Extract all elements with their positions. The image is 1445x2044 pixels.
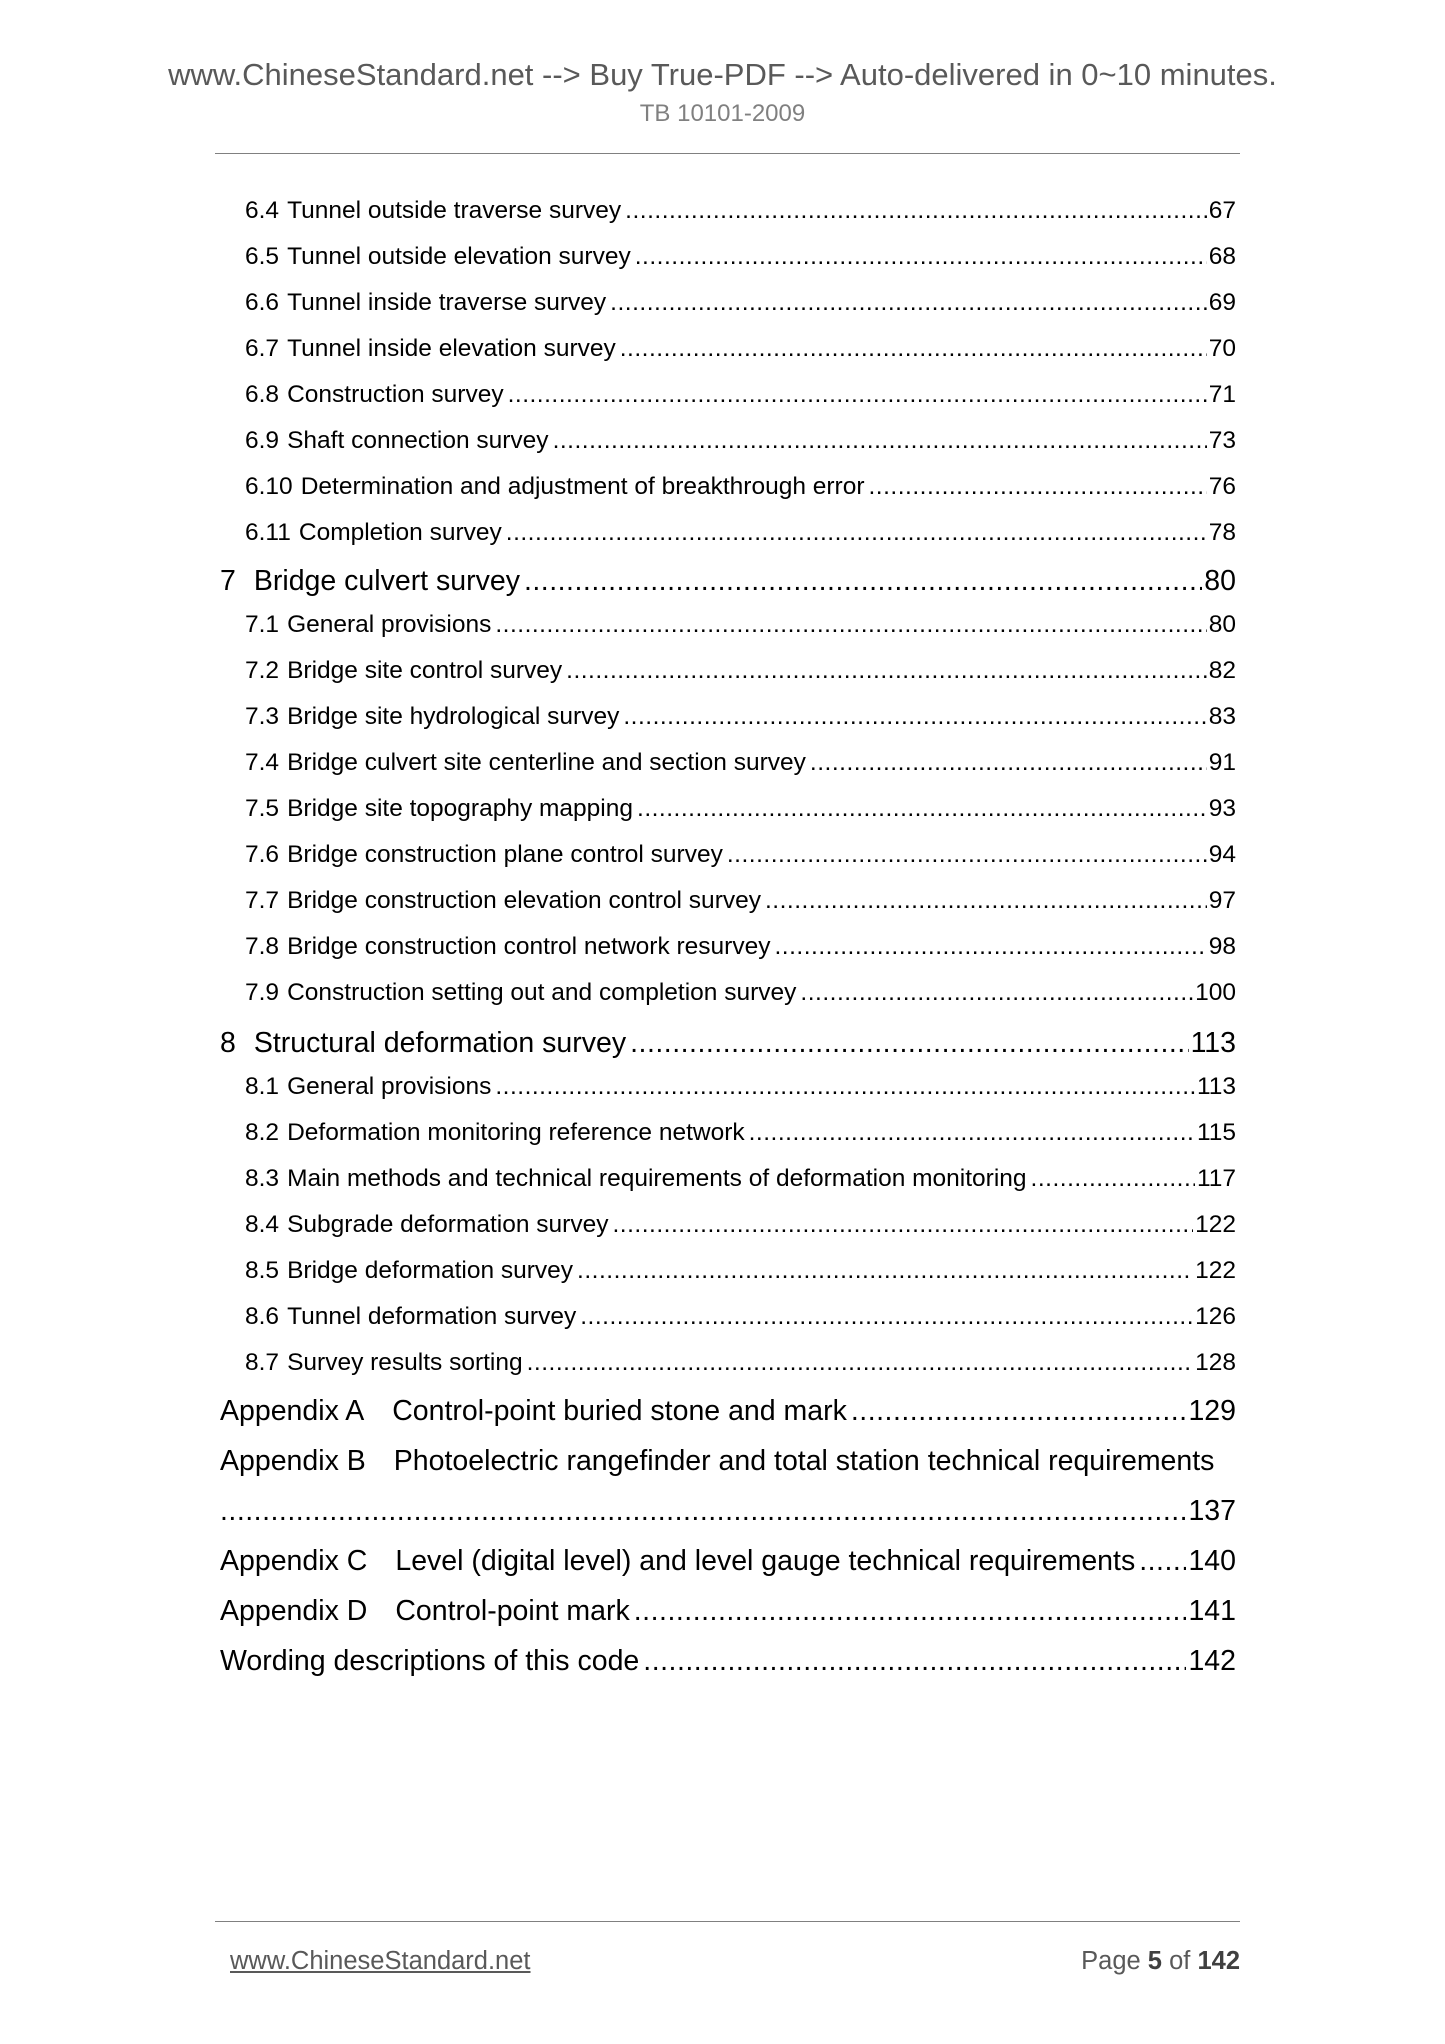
toc-entry-page: 142: [1188, 1645, 1236, 1677]
toc-entry-page: 68: [1208, 243, 1236, 270]
toc-entry-title: Wording descriptions of this code: [220, 1645, 640, 1677]
toc-entry-number: 7.4: [245, 749, 280, 776]
toc-entry-number: 6.10: [245, 473, 293, 500]
page-current: 5: [1147, 1947, 1162, 1975]
toc-entry-title: Control-point mark: [395, 1595, 630, 1627]
toc-entry[interactable]: [245, 975, 1236, 1011]
toc-entry-page: 122: [1195, 1257, 1236, 1284]
toc-entry-title: Tunnel outside traverse survey: [287, 197, 622, 224]
toc-entry-number: 6.9: [245, 427, 280, 454]
toc-entry-page: 76: [1208, 473, 1236, 500]
toc-entry-title: Tunnel outside elevation survey: [287, 243, 631, 270]
toc-entry-number: 8.2: [245, 1119, 280, 1146]
toc-entry[interactable]: [245, 285, 1236, 321]
toc-entry[interactable]: [220, 1439, 1236, 1483]
toc-leader-dots: [634, 1589, 1187, 1633]
toc-leader-dots: [553, 423, 1207, 459]
toc-entry[interactable]: [220, 559, 1236, 603]
toc-leader-dots: [580, 1299, 1193, 1335]
toc-entry-number: 7.6: [245, 841, 280, 868]
toc-entry[interactable]: [245, 377, 1236, 413]
toc-entry-page: 100: [1195, 979, 1236, 1006]
toc-entry-title: Shaft connection survey: [287, 427, 549, 454]
toc-entry[interactable]: [245, 929, 1236, 965]
toc-leader-dots: [220, 1489, 1186, 1533]
toc-entry-page: 91: [1208, 749, 1236, 776]
toc-entry-title: Completion survey: [298, 519, 502, 546]
toc-entry-number: 7.5: [245, 795, 280, 822]
toc-entry-page: 140: [1188, 1545, 1236, 1577]
toc-entry-page: 113: [1196, 1073, 1236, 1100]
toc-entry-page: 94: [1208, 841, 1236, 868]
toc-entry-number: Appendix D: [220, 1595, 368, 1627]
page-number: [1081, 1943, 1240, 1979]
toc-entry[interactable]: [220, 1589, 1236, 1633]
document-code: TB 10101-2009: [639, 100, 806, 127]
toc-entry-continuation[interactable]: [220, 1489, 1236, 1533]
toc-entry-number: Appendix B: [220, 1445, 366, 1477]
toc-entry-number: 7.8: [245, 933, 280, 960]
toc-entry-page: 126: [1195, 1303, 1236, 1330]
toc-entry-page: 137: [1188, 1495, 1236, 1527]
toc-entry-title: Level (digital level) and level gauge technical requirements: [395, 1545, 1136, 1577]
toc-entry-title: Photoelectric rangefinder and total station technical requirements: [393, 1445, 1215, 1477]
toc-entry[interactable]: [245, 883, 1236, 919]
toc-entry-page: 113: [1190, 1027, 1236, 1059]
toc-leader-dots: [800, 975, 1193, 1011]
toc-leader-dots: [508, 377, 1207, 413]
toc-leader-dots: [524, 559, 1202, 603]
toc-entry-title: Construction setting out and completion survey: [287, 979, 797, 1006]
footer-website-link[interactable]: www.ChineseStandard.net: [230, 1947, 531, 1975]
toc-leader-dots: [506, 515, 1207, 551]
toc-entry-page: 82: [1208, 657, 1236, 684]
toc-entry-title: General provisions: [287, 611, 492, 638]
toc-entry-page: 128: [1195, 1349, 1236, 1376]
toc-entry-page: 70: [1208, 335, 1236, 362]
toc-entry-number: 8.5: [245, 1257, 280, 1284]
toc-entry[interactable]: [245, 515, 1236, 551]
toc-entry-page: 69: [1208, 289, 1236, 316]
toc-entry[interactable]: [245, 1345, 1236, 1381]
toc-entry-title: Deformation monitoring reference network: [287, 1119, 745, 1146]
toc-leader-dots: [727, 837, 1207, 873]
toc-entry-page: 71: [1208, 381, 1236, 408]
toc-entry-title: Survey results sorting: [287, 1349, 523, 1376]
page-footer: [230, 1943, 1240, 1979]
toc-entry[interactable]: [245, 331, 1236, 367]
toc-leader-dots: [577, 1253, 1193, 1289]
toc-entry-title: Tunnel deformation survey: [287, 1303, 577, 1330]
toc-entry[interactable]: [220, 1539, 1236, 1583]
page-prefix: Page: [1081, 1947, 1141, 1975]
page-total: 142: [1197, 1947, 1240, 1975]
toc-entry[interactable]: [245, 469, 1236, 505]
toc-entry[interactable]: [245, 193, 1236, 229]
toc-entry[interactable]: [245, 1253, 1236, 1289]
toc-entry-title: Construction survey: [287, 381, 504, 408]
toc-entry-number: 8.4: [245, 1211, 280, 1238]
toc-entry[interactable]: [245, 423, 1236, 459]
toc-entry-title: Bridge construction elevation control survey: [287, 887, 761, 914]
page-header: [0, 55, 1445, 130]
toc-entry-page: 83: [1208, 703, 1236, 730]
toc-entry-number: 6.4: [245, 197, 280, 224]
page-of: of: [1169, 1947, 1191, 1975]
header-banner-link[interactable]: www.ChineseStandard.net --> Buy True-PDF --> Auto-delivered in 0~10 minutes.: [168, 57, 1277, 92]
toc-entry-number: Appendix A: [220, 1395, 365, 1427]
toc-entry-number: 6.6: [245, 289, 280, 316]
toc-entry-number: 7: [220, 565, 236, 597]
toc-entry-number: 7.3: [245, 703, 280, 730]
toc-entry[interactable]: [245, 239, 1236, 275]
toc-leader-dots: [1139, 1539, 1186, 1583]
toc-entry-number: 8.6: [245, 1303, 280, 1330]
toc-entry-title: Main methods and technical requirements of deformation monitoring: [287, 1165, 1027, 1192]
header-divider: [215, 153, 1240, 154]
toc-entry-title: Control-point buried stone and mark: [392, 1395, 847, 1427]
toc-leader-dots: [625, 193, 1207, 229]
toc-leader-dots: [851, 1389, 1187, 1433]
toc-entry-page: 73: [1208, 427, 1236, 454]
toc-entry-page: 80: [1208, 611, 1236, 638]
footer-divider: [215, 1921, 1240, 1922]
toc-entry-page: 129: [1188, 1395, 1236, 1427]
toc-entry[interactable]: [245, 1115, 1236, 1151]
toc-entry-page: 98: [1208, 933, 1236, 960]
toc-entry[interactable]: [245, 1299, 1236, 1335]
toc-entry-title: Bridge site hydrological survey: [287, 703, 620, 730]
toc-entry-title: Subgrade deformation survey: [287, 1211, 609, 1238]
toc-entry-page: 67: [1208, 197, 1236, 224]
toc-leader-dots: [635, 239, 1207, 275]
toc-leader-dots: [630, 1021, 1188, 1065]
toc-entry-page: 80: [1204, 565, 1236, 597]
toc-leader-dots: [566, 653, 1207, 689]
toc-entry[interactable]: [245, 653, 1236, 689]
toc-leader-dots: [1031, 1161, 1195, 1197]
toc-leader-dots: [774, 929, 1206, 965]
toc-entry-page: 117: [1196, 1165, 1236, 1192]
toc-leader-dots: [620, 331, 1207, 367]
toc-entry[interactable]: [245, 699, 1236, 735]
toc-entry-title: Tunnel inside traverse survey: [287, 289, 607, 316]
toc-leader-dots: [810, 745, 1207, 781]
toc-entry-page: 97: [1208, 887, 1236, 914]
toc-leader-dots: [869, 469, 1207, 505]
toc-leader-dots: [643, 1639, 1186, 1683]
toc-entry-page: 78: [1208, 519, 1236, 546]
toc-entry-title: Bridge construction plane control survey: [287, 841, 723, 868]
toc-entry-title: Tunnel inside elevation survey: [287, 335, 616, 362]
toc-entry-number: 8.1: [245, 1073, 280, 1100]
toc-entry-title: Bridge site topography mapping: [287, 795, 634, 822]
toc-leader-dots: [495, 607, 1206, 643]
toc-entry[interactable]: [245, 837, 1236, 873]
toc-entry-title: General provisions: [287, 1073, 492, 1100]
toc-entry-title: Bridge site control survey: [287, 657, 563, 684]
toc-entry[interactable]: [220, 1389, 1236, 1433]
toc-entry-title: Bridge culvert survey: [253, 565, 520, 597]
toc-leader-dots: [749, 1115, 1195, 1151]
toc-entry[interactable]: [245, 1207, 1236, 1243]
toc-leader-dots: [765, 883, 1207, 919]
toc-entry[interactable]: [245, 791, 1236, 827]
toc-entry-title: Determination and adjustment of breakthrough error: [300, 473, 865, 500]
toc-entry-number: 7.9: [245, 979, 280, 1006]
toc-leader-dots: [610, 285, 1207, 321]
toc-entry-page: 141: [1188, 1595, 1236, 1627]
toc-entry[interactable]: [245, 1161, 1236, 1197]
toc-entry[interactable]: [220, 1021, 1236, 1065]
toc-leader-dots: [495, 1069, 1195, 1105]
toc-entry-number: 8.3: [245, 1165, 280, 1192]
toc-entry-number: 8.7: [245, 1349, 280, 1376]
toc-entry[interactable]: [245, 745, 1236, 781]
toc-entry-number: 7.2: [245, 657, 280, 684]
toc-entry-page: 93: [1208, 795, 1236, 822]
toc-entry-number: 6.11: [245, 519, 291, 546]
toc-entry-number: 7.7: [245, 887, 280, 914]
toc-leader-dots: [637, 791, 1207, 827]
toc-leader-dots: [623, 699, 1206, 735]
toc-entry-title: Bridge construction control network resurvey: [287, 933, 771, 960]
toc-leader-dots: [612, 1207, 1193, 1243]
toc-entry-title: Bridge culvert site centerline and section survey: [287, 749, 806, 776]
toc-entry[interactable]: [245, 1069, 1236, 1105]
toc-entry-number: Appendix C: [220, 1545, 368, 1577]
toc-entry[interactable]: [220, 1639, 1236, 1683]
toc-entry-page: 122: [1195, 1211, 1236, 1238]
toc-entry-title: Structural deformation survey: [253, 1027, 627, 1059]
toc-entry[interactable]: [245, 607, 1236, 643]
toc-entry-title: Bridge deformation survey: [287, 1257, 574, 1284]
toc-entry-number: 7.1: [245, 611, 280, 638]
toc-entry-number: 6.7: [245, 335, 280, 362]
toc-leader-dots: [527, 1345, 1193, 1381]
toc-entry-page: 115: [1196, 1119, 1236, 1146]
toc-entry-number: 6.8: [245, 381, 280, 408]
toc-entry-number: 6.5: [245, 243, 280, 270]
toc-entry-number: 8: [220, 1027, 236, 1059]
